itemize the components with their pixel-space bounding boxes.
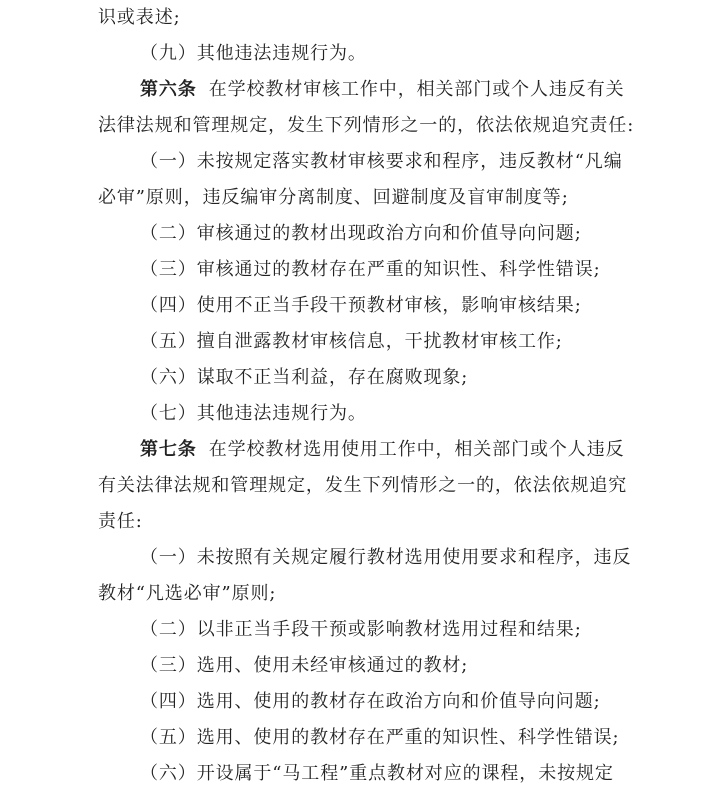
- article-number: 第六条: [140, 79, 197, 100]
- line-text: （九）其他违法违规行为。: [140, 43, 367, 64]
- line-text: （一）未按规定落实教材审核要求和程序，违反教材“凡编: [140, 151, 623, 172]
- article-heading-line: [140, 432, 625, 468]
- text-line: [98, 576, 276, 612]
- text-line: [98, 0, 181, 36]
- list-item: [140, 360, 468, 396]
- list-item: [140, 288, 582, 324]
- list-item: [140, 144, 623, 180]
- line-text: 在学校教材选用使用工作中，相关部门或个人违反: [208, 439, 625, 460]
- text-line: [98, 504, 143, 540]
- line-text: （五）选用、使用的教材存在严重的知识性、科学性错误;: [140, 727, 620, 748]
- line-text: （一）未按照有关规定履行教材选用使用要求和程序，违反: [140, 547, 632, 568]
- line-text: （三）选用、使用未经审核通过的教材;: [140, 655, 469, 676]
- line-text: （四）使用不正当手段干预教材审核，影响审核结果;: [140, 295, 582, 316]
- line-text: （五）擅自泄露教材审核信息，干扰教材审核工作;: [140, 331, 563, 352]
- line-text: （二）审核通过的教材出现政治方向和价值导向问题;: [140, 223, 582, 244]
- article-heading-line: [140, 72, 625, 108]
- text-line: [98, 468, 627, 504]
- article-number: 第七条: [140, 439, 197, 460]
- line-text: （二）以非正当手段干预或影响教材选用过程和结果;: [140, 619, 582, 640]
- list-item: [140, 720, 619, 756]
- list-item: [140, 684, 601, 720]
- line-text: （七）其他违法违规行为。: [140, 403, 367, 424]
- line-text: 有关法律法规和管理规定，发生下列情形之一的，依法依规追究: [98, 475, 628, 496]
- list-item: [140, 396, 367, 432]
- line-text: 识或表述;: [98, 7, 181, 28]
- list-item: [140, 36, 367, 72]
- line-text: 在学校教材审核工作中，相关部门或个人违反有关: [208, 79, 625, 100]
- list-item: [140, 756, 614, 792]
- line-text: （六）开设属于“马工程”重点教材对应的课程，未按规定: [140, 763, 614, 784]
- line-text: 责任:: [98, 511, 143, 532]
- list-item: [140, 648, 468, 684]
- list-item: [140, 216, 582, 252]
- line-text: 法律法规和管理规定，发生下列情形之一的，依法依规追究责任:: [98, 115, 635, 136]
- list-item: [140, 612, 582, 648]
- list-item: [140, 324, 563, 360]
- line-text: （六）谋取不正当利益，存在腐败现象;: [140, 367, 469, 388]
- list-item: [140, 540, 631, 576]
- text-line: [98, 108, 634, 144]
- line-text: 必审”原则，违反编审分离制度、回避制度及盲审制度等;: [98, 187, 569, 208]
- line-text: 教材“凡选必审”原则;: [98, 583, 277, 604]
- line-text: （三）审核通过的教材存在严重的知识性、科学性错误;: [140, 259, 601, 280]
- line-text: （四）选用、使用的教材存在政治方向和价值导向问题;: [140, 691, 601, 712]
- text-line: [98, 180, 569, 216]
- list-item: [140, 252, 601, 288]
